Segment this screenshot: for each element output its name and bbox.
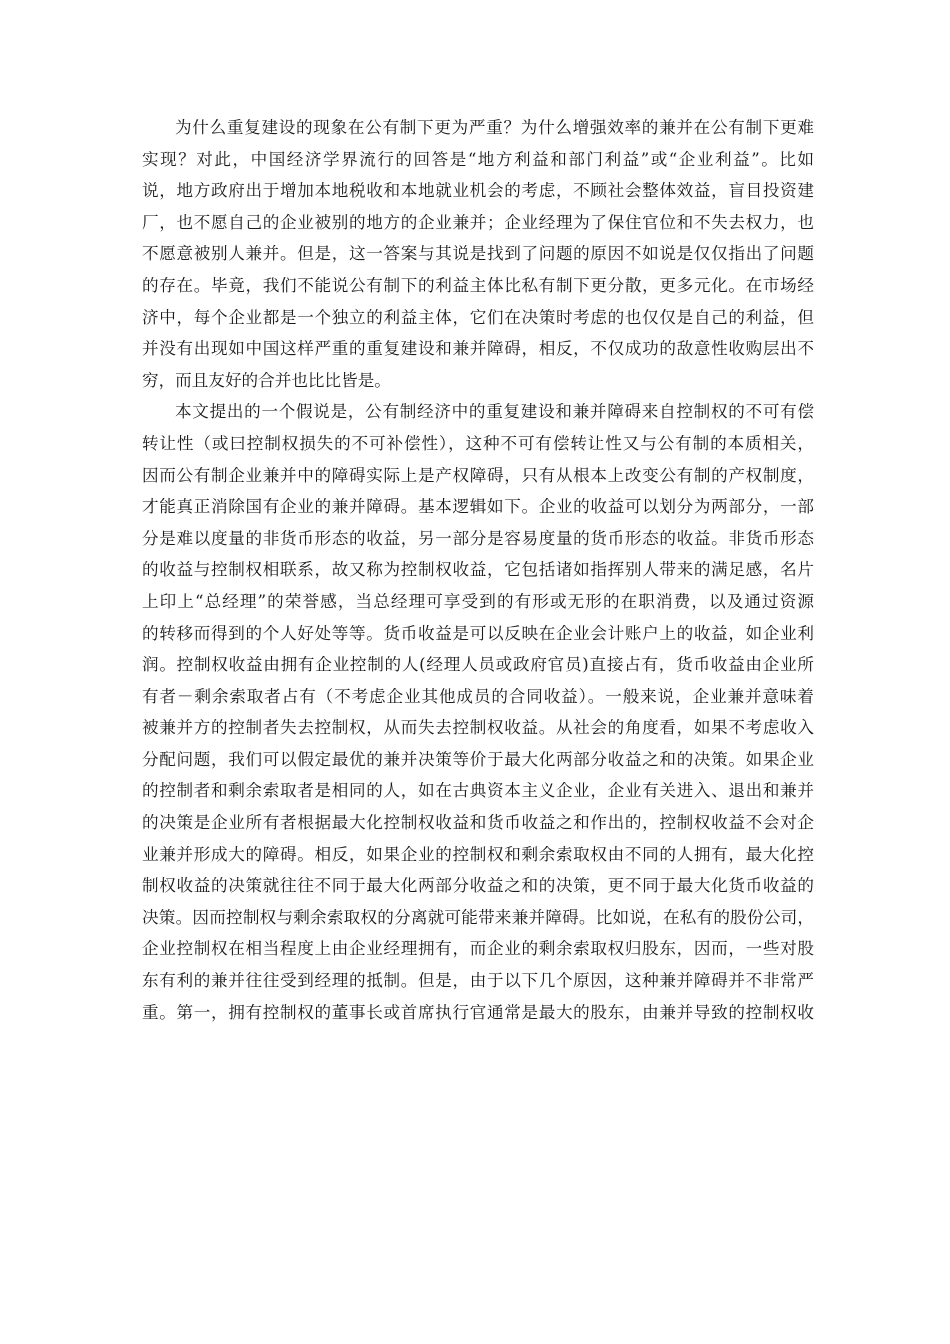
text-line: 为什么重复建设的现象在公有制下更为严重？为什么增强效率的兼并在公有制下更难 xyxy=(175,118,814,137)
text-line: 制权收益的决策就往往不同于最大化两部分收益之和的决策，更不同于最大化货币收益的 xyxy=(142,876,814,896)
text-line: 的转移而得到的个人好处等等。货币收益是可以反映在企业会计账户上的收益，如企业利 xyxy=(142,623,814,643)
paragraph-2 xyxy=(142,396,814,1028)
text-line: 说，地方政府出于增加本地税收和本地就业机会的考虑，不顾社会整体效益，盲目投资建 xyxy=(142,181,814,201)
text-line: 企业控制权在相当程度上由企业经理拥有，而企业的剩余索取权归股东，因而，一些对股 xyxy=(142,939,814,959)
body-text xyxy=(142,112,814,1028)
paragraph-1 xyxy=(142,112,814,396)
text-line: 上印上“总经理”的荣誉感，当总经理可享受到的有形或无形的在职消费，以及通过资源 xyxy=(142,591,814,611)
text-line: 转让性（或曰控制权损失的不可补偿性），这种不可有偿转让性又与公有制的本质相关， xyxy=(142,433,814,453)
text-line: 厂，也不愿自己的企业被别的地方的企业兼并；企业经理为了保住官位和不失去权力，也 xyxy=(142,212,814,232)
text-line: 润。控制权收益由拥有企业控制的人(经理人员或政府官员)直接占有，货币收益由企业所 xyxy=(142,655,814,675)
text-line: 分是难以度量的非货币形态的收益，另一部分是容易度量的货币形态的收益。非货币形态 xyxy=(142,528,814,548)
text-line: 济中，每个企业都是一个独立的利益主体，它们在决策时考虑的也仅仅是自己的利益，但 xyxy=(142,307,814,327)
text-line: 本文提出的一个假说是，公有制经济中的重复建设和兼并障碍来自控制权的不可有偿 xyxy=(175,402,814,422)
text-line: 才能真正消除国有企业的兼并障碍。基本逻辑如下。企业的收益可以划分为两部分，一部 xyxy=(142,497,814,517)
text-line: 并没有出现如中国这样严重的重复建设和兼并障碍，相反，不仅成功的敌意性收购层出不 xyxy=(142,339,814,359)
text-line: 的收益与控制权相联系，故又称为控制权收益，它包括诸如指挥别人带来的满足感，名片 xyxy=(142,560,814,580)
text-line: 东有利的兼并往往受到经理的抵制。但是，由于以下几个原因，这种兼并障碍并不非常严 xyxy=(142,971,814,991)
text-line: 决策。因而控制权与剩余索取权的分离就可能带来兼并障碍。比如说，在私有的股份公司， xyxy=(142,907,814,927)
text-line: 的决策是企业所有者根据最大化控制权收益和货币收益之和作出的，控制权收益不会对企 xyxy=(142,813,814,833)
text-line: 分配问题，我们可以假定最优的兼并决策等价于最大化两部分收益之和的决策。如果企业 xyxy=(142,749,814,769)
text-line: 的存在。毕竟，我们不能说公有制下的利益主体比私有制下更分散，更多元化。在市场经 xyxy=(142,275,814,295)
text-line: 的控制者和剩余索取者是相同的人，如在古典资本主义企业，企业有关进入、退出和兼并 xyxy=(142,781,814,801)
text-line: 不愿意被别人兼并。但是，这一答案与其说是找到了问题的原因不如说是仅仅指出了问题 xyxy=(142,244,814,264)
text-line: 被兼并方的控制者失去控制权，从而失去控制权收益。从社会的角度看，如果不考虑收入 xyxy=(142,718,814,738)
text-line: 有者－剩余索取者占有（不考虑企业其他成员的合同收益）。一般来说，企业兼并意味着 xyxy=(142,686,814,706)
text-line: 业兼并形成大的障碍。相反，如果企业的控制权和剩余索取权由不同的人拥有，最大化控 xyxy=(142,844,814,864)
text-line: 重。第一，拥有控制权的董事长或首席执行官通常是最大的股东，由兼并导致的控制权收 xyxy=(142,1002,814,1022)
text-line: 实现？对此，中国经济学界流行的回答是“地方利益和部门利益”或“企业利益”。比如 xyxy=(142,149,814,169)
text-line: 因而公有制企业兼并中的障碍实际上是产权障碍，只有从根本上改变公有制的产权制度， xyxy=(142,465,814,485)
text-line: 穷，而且友好的合并也比比皆是。 xyxy=(142,370,391,390)
